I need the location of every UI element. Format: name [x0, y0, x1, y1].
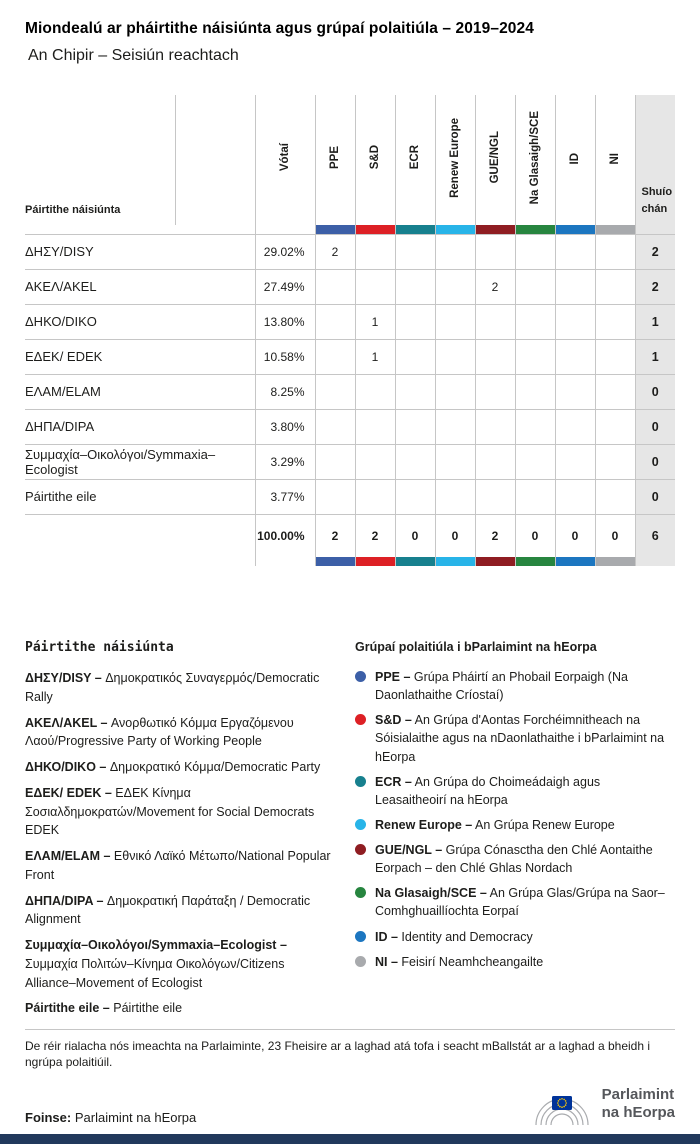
- votes-cell: 13.80%: [255, 304, 315, 339]
- group-cell: [435, 234, 475, 269]
- table-row: [25, 444, 675, 479]
- group-cell: [595, 444, 635, 479]
- votes-cell: 29.02%: [255, 234, 315, 269]
- results-table: [25, 95, 675, 566]
- legend-group-item: Na Glasaigh/SCE – An Grúpa Glas/Grúpa na Saor–Comhghuaillíochta Eorpaí: [355, 884, 675, 920]
- total-group-cell: 2: [315, 514, 355, 557]
- corner-header: [25, 95, 175, 225]
- group-header-ni: NI: [595, 95, 635, 225]
- group-cell: [395, 374, 435, 409]
- group-cell: [435, 479, 475, 514]
- group-cell: [395, 409, 435, 444]
- legend-party-item: Páirtithe eile – Páirtithe eile: [25, 1001, 183, 1016]
- votes-header: Vótaí: [255, 95, 315, 225]
- table-row: [25, 234, 675, 269]
- group-color-dot: [355, 714, 366, 725]
- legend: [0, 640, 700, 1025]
- group-color-bars-top: [25, 225, 675, 234]
- legend-parties: [25, 640, 355, 1025]
- total-group-cell: 0: [435, 514, 475, 557]
- group-cell: [595, 234, 635, 269]
- group-cell: [475, 304, 515, 339]
- group-cell: [435, 444, 475, 479]
- party-name: ΕΛΑΜ/ELAM: [25, 374, 255, 409]
- color-bar-guengl: [475, 557, 515, 566]
- group-cell: [555, 269, 595, 304]
- group-header-ecr: ECR: [395, 95, 435, 225]
- group-cell: [435, 374, 475, 409]
- color-bar-ecr: [395, 225, 435, 234]
- group-cell: [595, 339, 635, 374]
- group-header-sd: S&D: [355, 95, 395, 225]
- total-row: [25, 514, 675, 557]
- group-cell: 1: [355, 339, 395, 374]
- table-row: [25, 374, 675, 409]
- legend-party-item: ΕΛΑΜ/ELAM – Εθνικό Λαϊκό Μέτωπο/National Popular Front: [25, 849, 331, 882]
- group-cell: [555, 339, 595, 374]
- group-cell: [555, 304, 595, 339]
- table-header-row: [25, 95, 675, 225]
- votes-cell: 10.58%: [255, 339, 315, 374]
- color-bar-ppe: [315, 557, 355, 566]
- color-bar-renew: [435, 225, 475, 234]
- legend-party-item: ΔΗΚΟ/DIKO – Δημοκρατικό Κόμμα/Democratic Party: [25, 760, 321, 774]
- group-header-renew: Renew Europe: [435, 95, 475, 225]
- legend-group-item: NI – Feisirí Neamhcheangailte: [355, 953, 675, 971]
- legend-group-item: ID – Identity and Democracy: [355, 928, 675, 946]
- color-bar-greens: [515, 557, 555, 566]
- group-cell: [355, 479, 395, 514]
- group-cell: [475, 339, 515, 374]
- group-color-dot: [355, 956, 366, 967]
- group-cell: [435, 269, 475, 304]
- color-bar-id: [555, 225, 595, 234]
- group-color-bars-bottom: [25, 557, 675, 566]
- ep-hemicycle-icon: [532, 1082, 592, 1126]
- color-bar-ppe: [315, 225, 355, 234]
- party-name: Páirtithe eile: [25, 479, 255, 514]
- group-cell: [395, 269, 435, 304]
- color-bar-ni: [595, 225, 635, 234]
- votes-cell: 3.77%: [255, 479, 315, 514]
- group-cell: [435, 304, 475, 339]
- group-cell: 2: [315, 234, 355, 269]
- group-cell: [475, 444, 515, 479]
- legend-group-item: ECR – An Grúpa do Choimeádaigh agus Leasaitheoirí na hEorpa: [355, 773, 675, 809]
- group-cell: [395, 444, 435, 479]
- group-header-greens: Na Glasaigh/SCE: [515, 95, 555, 225]
- group-cell: [315, 339, 355, 374]
- group-cell: [355, 444, 395, 479]
- votes-cell: 8.25%: [255, 374, 315, 409]
- group-cell: [555, 374, 595, 409]
- group-cell: [355, 269, 395, 304]
- total-group-cell: 0: [595, 514, 635, 557]
- legend-group-item: S&D – An Grúpa d'Aontas Forchéimnitheach na Sóisialaithe agus na nDaonlathaithe i bParlaimint na hEorpa: [355, 711, 675, 765]
- group-cell: [515, 479, 555, 514]
- total-seats: 6: [635, 514, 675, 557]
- group-color-dot: [355, 671, 366, 682]
- legend-groups-heading: Grúpaí polaitiúla i bParlaimint na hEorpa: [355, 640, 597, 654]
- group-cell: [435, 409, 475, 444]
- group-color-dot: [355, 776, 366, 787]
- legend-group-item: PPE – Grúpa Pháirtí an Phobail Eorpaigh (Na Daonlathaithe Críostaí): [355, 668, 675, 704]
- table-row: [25, 269, 675, 304]
- eu-flag-icon: [552, 1096, 572, 1110]
- group-cell: [515, 409, 555, 444]
- group-cell: [515, 374, 555, 409]
- group-cell: [475, 374, 515, 409]
- legend-party-item: ΔΗΠΑ/DIPA – Δημοκρατική Παράταξη / Democratic Alignment: [25, 893, 311, 927]
- party-name: Συμμαχία–Οικολόγοι/Symmaxia–Ecologist: [25, 444, 255, 479]
- seats-cell: 2: [635, 234, 675, 269]
- votes-cell: 27.49%: [255, 269, 315, 304]
- party-name: ΔΗΚΟ/DIKO: [25, 304, 255, 339]
- group-cell: [315, 444, 355, 479]
- group-cell: [555, 409, 595, 444]
- party-name: ΔΗΣΥ/DISY: [25, 234, 255, 269]
- color-bar-ni: [595, 557, 635, 566]
- group-cell: [515, 339, 555, 374]
- group-cell: [395, 234, 435, 269]
- group-cell: [315, 409, 355, 444]
- party-name: ΔΗΠΑ/DIPA: [25, 409, 255, 444]
- group-cell: [555, 444, 595, 479]
- header-spacer: [175, 95, 255, 225]
- seats-cell: 0: [635, 444, 675, 479]
- table-row: [25, 339, 675, 374]
- group-cell: 1: [355, 304, 395, 339]
- group-cell: [595, 304, 635, 339]
- group-cell: [395, 479, 435, 514]
- group-cell: [595, 269, 635, 304]
- group-cell: [475, 409, 515, 444]
- group-cell: [315, 374, 355, 409]
- ep-logo: [532, 1082, 675, 1126]
- color-bar-sd: [355, 557, 395, 566]
- group-cell: [515, 234, 555, 269]
- group-color-dot: [355, 819, 366, 830]
- legend-parties-heading: Páirtithe náisiúnta: [25, 640, 174, 655]
- seats-cell: 0: [635, 374, 675, 409]
- group-cell: [475, 479, 515, 514]
- seats-cell: 1: [635, 339, 675, 374]
- party-name: ΕΔΕΚ/ EDEK: [25, 339, 255, 374]
- page-subtitle: An Chipir – Seisiún reachtach: [28, 47, 239, 64]
- group-cell: [555, 479, 595, 514]
- table-row: [25, 304, 675, 339]
- group-cell: [595, 409, 635, 444]
- group-cell: [515, 269, 555, 304]
- group-cell: [315, 304, 355, 339]
- bottom-accent-bar: [0, 1134, 700, 1144]
- total-votes: 100.00%: [255, 514, 315, 557]
- group-cell: [555, 234, 595, 269]
- legend-group-item: Renew Europe – An Grúpa Renew Europe: [355, 816, 675, 834]
- legend-group-item: GUE/NGL – Grúpa Cónasctha den Chlé Aontaithe Eorpach – den Chlé Ghlas Nordach: [355, 841, 675, 877]
- legend-party-item: ΑΚΕΛ/AKEL – Ανορθωτικό Κόμμα Εργαζόμενου Λαού/Progressive Party of Working People: [25, 715, 294, 749]
- table-row: [25, 479, 675, 514]
- group-cell: [395, 339, 435, 374]
- votes-cell: 3.80%: [255, 409, 315, 444]
- group-cell: [355, 374, 395, 409]
- group-cell: [315, 269, 355, 304]
- color-bar-id: [555, 557, 595, 566]
- group-color-dot: [355, 887, 366, 898]
- group-header-guengl: GUE/NGL: [475, 95, 515, 225]
- seats-cell: 0: [635, 409, 675, 444]
- color-bar-guengl: [475, 225, 515, 234]
- group-cell: [515, 444, 555, 479]
- total-group-cell: 2: [355, 514, 395, 557]
- seats-cell: 0: [635, 479, 675, 514]
- color-bar-sd: [355, 225, 395, 234]
- legend-groups: [355, 640, 675, 1025]
- group-cell: [515, 304, 555, 339]
- group-cell: [475, 234, 515, 269]
- group-cell: [435, 339, 475, 374]
- legend-party-item: ΕΔΕΚ/ EDEK – ΕΔΕΚ Κίνημα Σοσιαλδημοκρατών/Movement for Social Democrats EDEK: [25, 785, 315, 838]
- source-line: Foinse: Parlaimint na hEorpa: [25, 1110, 197, 1125]
- group-cell: [595, 479, 635, 514]
- votes-cell: 3.29%: [255, 444, 315, 479]
- legend-party-item: ΔΗΣΥ/DISY – Δημοκρατικός Συναγερμός/Democratic Rally: [25, 671, 320, 704]
- group-color-dot: [355, 931, 366, 942]
- footer-note: De réir rialacha nós imeachta na Parlaiminte, 23 Fheisire ar a laghad atá tofa i seacht mBallstát ar a laghad a bheidh i ngrúpa polaitiúil.: [25, 1039, 651, 1070]
- group-cell: [395, 304, 435, 339]
- total-group-cell: 0: [555, 514, 595, 557]
- group-header-id: ID: [555, 95, 595, 225]
- legend-party-item: Συμμαχία–Οικολόγοι/Symmaxia–Ecologist – Συμμαχία Πολιτών–Κίνημα Οικολόγων/Citizens Alliance–Movement of Ecologist: [25, 938, 287, 990]
- group-header-ppe: PPE: [315, 95, 355, 225]
- color-bar-renew: [435, 557, 475, 566]
- seats-cell: 1: [635, 304, 675, 339]
- group-cell: 2: [475, 269, 515, 304]
- party-name: ΑΚΕΛ/AKEL: [25, 269, 255, 304]
- page-title: Miondealú ar pháirtithe náisiúnta agus grúpaí polaitiúla – 2019–2024: [25, 20, 534, 37]
- group-cell: [355, 234, 395, 269]
- group-color-dot: [355, 844, 366, 855]
- table-row: [25, 409, 675, 444]
- group-cell: [315, 479, 355, 514]
- total-group-cell: 0: [395, 514, 435, 557]
- color-bar-ecr: [395, 557, 435, 566]
- seats-cell: 2: [635, 269, 675, 304]
- group-cell: [355, 409, 395, 444]
- total-group-cell: 0: [515, 514, 555, 557]
- ep-logo-text: Parlaimint na hEorpa: [601, 1086, 675, 1121]
- footer-divider: [25, 1029, 675, 1030]
- corner-header-label: Páirtithe náisiúnta: [25, 204, 121, 217]
- group-cell: [595, 374, 635, 409]
- seats-header: Shuío chán: [635, 95, 675, 225]
- color-bar-greens: [515, 225, 555, 234]
- total-group-cell: 2: [475, 514, 515, 557]
